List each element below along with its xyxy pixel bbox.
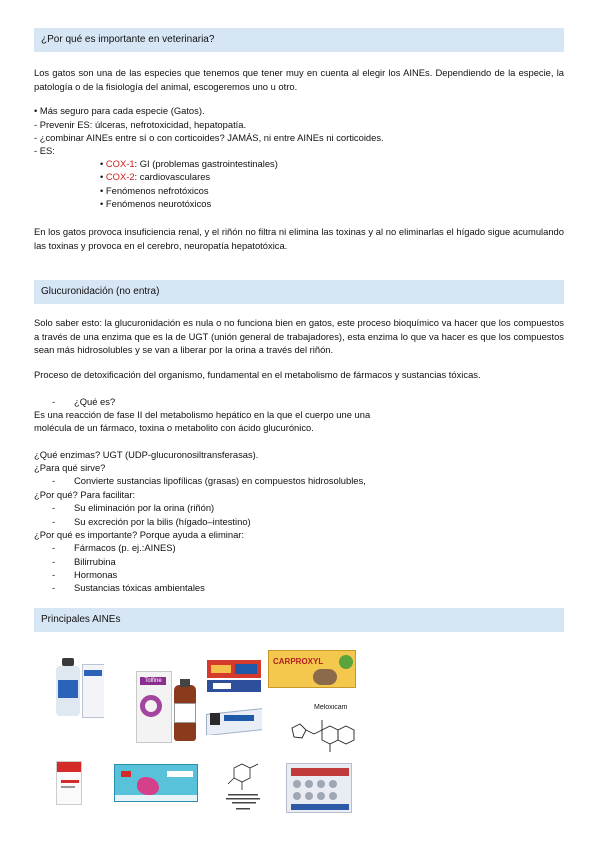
- neuro-text: Fenómenos neurotóxicos: [105, 198, 212, 209]
- cox1-label: COX-1: [105, 158, 135, 169]
- glucuronidacion-paragraph: Solo saber esto: la glucuronidación es nula o no funciona bien en gatos, este proceso bioquímico va hacer que los compuestos a través de una enzima que es la de UGT (unión general de trabajadores), esta enzima lo que va hacer es que los compuestos sean más hidrosolubles y se van a liberar por la orina a través del riñón.: [34, 317, 564, 355]
- meloxicam-structure-image: Meloxicam: [284, 704, 362, 760]
- cox2-text: : cardiovasculares: [134, 171, 211, 182]
- por-que-item-2: - Su excreción por la bilis (hígado–intestino): [52, 516, 251, 527]
- cox2-label: COX-2: [105, 171, 135, 182]
- importante-item-3: - Hormonas: [52, 569, 118, 580]
- definicion-line-1: Es una reacción de fase II del metabolismo hepático en la que el cuerpo une una: [34, 409, 371, 420]
- section-header-veterinaria: ¿Por qué es importante en veterinaria?: [34, 28, 564, 52]
- para-que-item: - Convierte sustancias lipofílicas (grasas) en compuestos hidrosolubles,: [52, 475, 366, 486]
- chemical-structure-image: [222, 760, 266, 814]
- intro-paragraph: Los gatos son una de las especies que tenemos que tener muy en cuenta al elegir los AINEs. Dependiendo de la especie, la patología o de la fisiología del animal, escogeremos uno u otro.: [34, 67, 564, 92]
- por-que-item-1: - Su eliminación por la orina (riñón): [52, 502, 215, 513]
- nefro-text: Fenómenos nefrotóxicos: [105, 185, 209, 196]
- box-blue-image: [207, 680, 261, 692]
- section-header-aines: Principales AINEs: [34, 608, 564, 632]
- es-item-cox1: • COX-1: GI (problemas gastrointestinales): [100, 158, 278, 169]
- enzimas-line: ¿Qué enzimas? UGT (UDP-glucuronosiltransferasas).: [34, 449, 259, 460]
- es-item-neuro: • Fenómenos neurotóxicos: [100, 198, 212, 209]
- para-que-line: ¿Para qué sirve?: [34, 462, 106, 473]
- tolfine-image: Tolfine: [136, 665, 196, 745]
- que-es-item: - ¿Qué es?: [52, 396, 116, 407]
- cox1-text: : GI (problemas gastrointestinales): [134, 158, 278, 169]
- es-item-nefro: • Fenómenos nefrotóxicos: [100, 185, 209, 196]
- importante-line: ¿Por qué es importante? Porque ayuda a eliminar:: [34, 529, 245, 540]
- box-red-image: [207, 660, 261, 678]
- por-que-line: ¿Por qué? Para facilitar:: [34, 489, 136, 500]
- detox-line: Proceso de detoxificación del organismo, fundamental en el metabolismo de fármacos y sustancias tóxicas.: [34, 369, 481, 380]
- importante-item-4: - Sustancias tóxicas ambientales: [52, 582, 205, 593]
- definicion-line-2: molécula de un fármaco, toxina o metabolito con ácido glucurónico.: [34, 422, 314, 433]
- importante-item-1: - Fármacos (p. ej.:AINES): [52, 542, 176, 553]
- cyan-box-image: [114, 764, 198, 802]
- closing-paragraph: En los gatos provoca insuficiencia renal, y el riñón no filtra ni elimina las toxinas y al no eliminarlas el hígado sigue acumulando las toxinas y provoca en el cerebro, neuropatía hepatotóxica.: [34, 226, 564, 251]
- vial-box-image: [54, 658, 104, 718]
- es-item-cox2: • COX-2: cardiovasculares: [100, 171, 211, 182]
- small-box-image: [206, 705, 262, 735]
- carproxyl-image: CARPROXYL: [268, 650, 356, 688]
- bullet-prevenir: - Prevenir ES: úlceras, nefrotoxicidad, hepatopatía.: [34, 119, 247, 130]
- section-header-glucuronidacion: Glucuronidación (no entra): [34, 280, 564, 304]
- red-box-image: [56, 761, 82, 805]
- bullet-seguro: • Más seguro para cada especie (Gatos).: [34, 105, 205, 116]
- bullet-combinar: - ¿combinar AINEs entre sí o con corticoides? JAMÁS, ni entre AINEs ni corticoides.: [34, 132, 384, 143]
- bullet-es: - ES:: [34, 145, 55, 156]
- blister-pack-image: [286, 763, 352, 813]
- importante-item-2: - Bilirrubina: [52, 556, 116, 567]
